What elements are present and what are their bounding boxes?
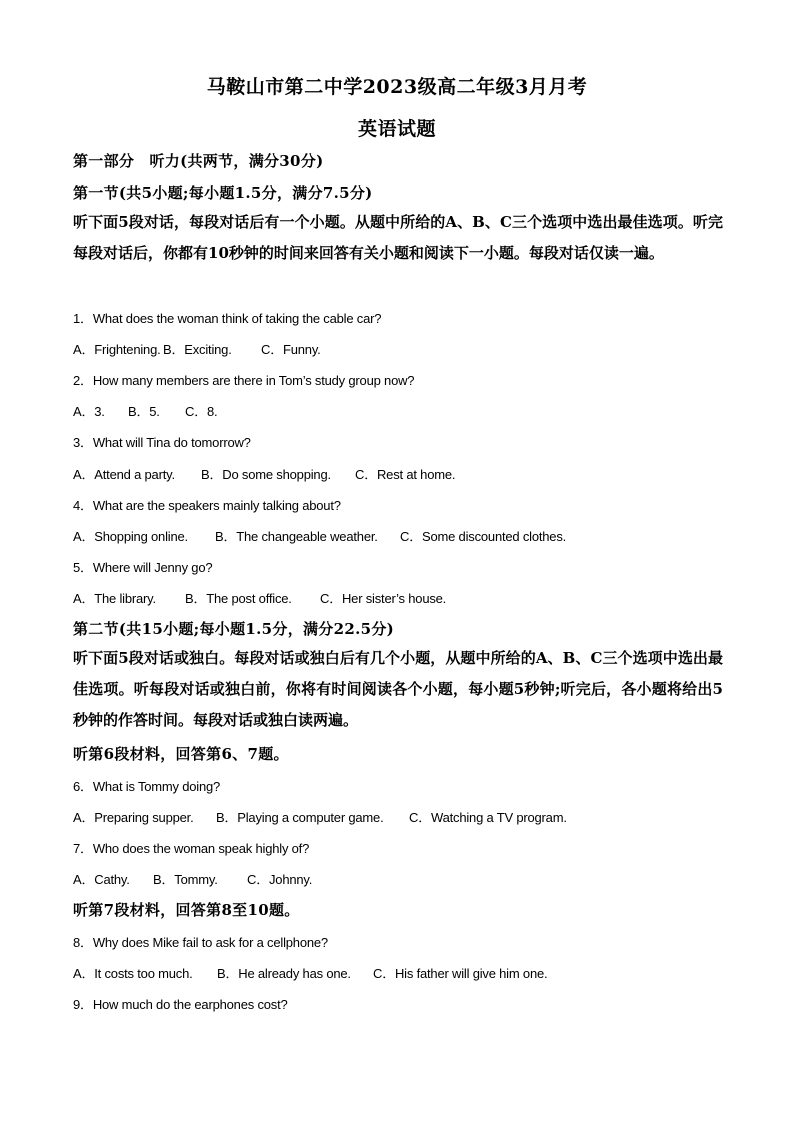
option-b: B．The post office. xyxy=(185,591,292,606)
option-b: B．The changeable weather. xyxy=(215,529,378,544)
question-2: 2．How many members are there in Tom’s study group now? xyxy=(73,373,415,388)
question-6: 6．What is Tommy doing? xyxy=(73,779,221,794)
section2-heading: 第二节(共15小题;每小题1.5分，满分22.5分) xyxy=(73,620,395,638)
options-1 xyxy=(73,339,321,358)
options-8 xyxy=(73,963,547,982)
material6-heading: 听第6段材料，回答第6、7题。 xyxy=(73,745,289,763)
question-3: 3．What will Tina do tomorrow? xyxy=(73,435,251,450)
question-9: 9．How much do the earphones cost? xyxy=(73,997,288,1012)
question-1: 1．What does the woman think of taking the cable car? xyxy=(73,311,382,326)
options-6 xyxy=(73,807,567,826)
option-c: C．8. xyxy=(185,404,218,419)
section2-instructions: 听下面5段对话或独白。每段对话或独白后有几个小题，从题中所给的A、B、C三个选项中选出最佳选项。听每段对话或独白前，你将有时间阅读各个小题，每小题5秒钟;听完后，各小题将给出5秒钟的作答时间。每段对话或独白读两遍。 xyxy=(73,649,723,729)
option-a: A．3. xyxy=(73,404,105,419)
exam-subtitle: 英语试题 xyxy=(357,118,436,140)
section1-heading: 第一节(共5小题;每小题1.5分，满分7.5分) xyxy=(73,184,373,202)
option-b: B．Tommy. xyxy=(153,872,218,887)
options-2 xyxy=(73,401,217,420)
option-a: A．Attend a party. xyxy=(73,467,175,482)
option-c: C．Johnny. xyxy=(247,872,313,887)
option-b: B．5. xyxy=(128,404,160,419)
options-5 xyxy=(73,588,446,607)
option-a: A．The library. xyxy=(73,591,156,606)
option-a: A．It costs too much. xyxy=(73,966,193,981)
option-b: B．Playing a computer game. xyxy=(216,810,384,825)
options-4 xyxy=(73,526,566,545)
section1-instructions: 听下面5段对话，每段对话后有一个小题。从题中所给的A、B、C三个选项中选出最佳选项。听完每段对话后，你都有10秒钟的时间来回答有关小题和阅读下一小题。每段对话仅读一遍。 xyxy=(73,213,723,262)
option-b: B．He already has one. xyxy=(217,966,351,981)
option-a: A．Frightening. xyxy=(73,342,161,357)
option-b: B．Do some shopping. xyxy=(201,467,331,482)
question-7: 7．Who does the woman speak highly of? xyxy=(73,841,310,856)
option-c: C．Watching a TV program. xyxy=(409,810,567,825)
exam-title: 马鞍山市第二中学2023级高二年级3月月考 xyxy=(206,76,588,98)
options-3 xyxy=(73,464,455,483)
option-a: A．Cathy. xyxy=(73,872,130,887)
question-8: 8．Why does Mike fail to ask for a cellphone? xyxy=(73,935,328,950)
option-c: C．Rest at home. xyxy=(355,467,456,482)
option-c: C．Some discounted clothes. xyxy=(400,529,567,544)
question-5: 5．Where will Jenny go? xyxy=(73,560,213,575)
part1-heading: 第一部分 听力(共两节，满分30分) xyxy=(73,152,324,170)
option-c: C．Her sister’s house. xyxy=(320,591,447,606)
option-a: A．Preparing supper. xyxy=(73,810,194,825)
material7-heading: 听第7段材料，回答第8至10题。 xyxy=(73,901,300,919)
option-b: B．Exciting. xyxy=(163,342,232,357)
question-4: 4．What are the speakers mainly talking about? xyxy=(73,498,341,513)
option-c: C．His father will give him one. xyxy=(373,966,548,981)
options-7 xyxy=(73,869,312,888)
option-c: C．Funny. xyxy=(261,342,321,357)
option-a: A．Shopping online. xyxy=(73,529,188,544)
